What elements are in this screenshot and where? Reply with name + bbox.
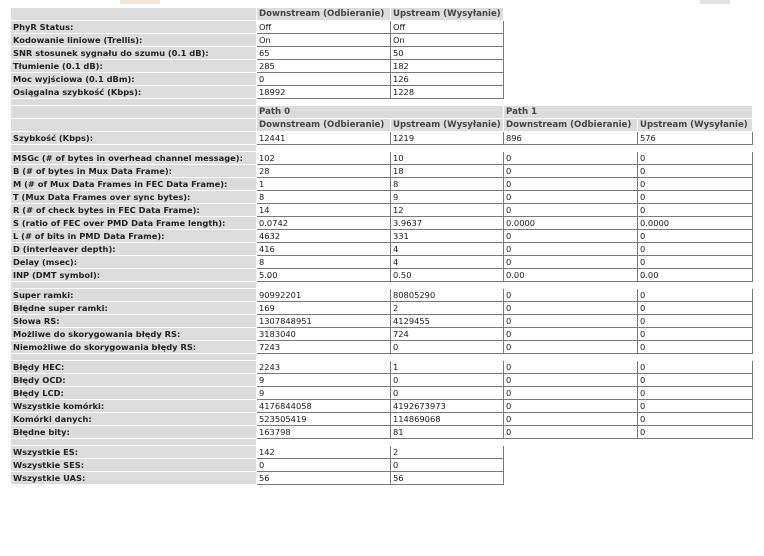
path-header-blank bbox=[11, 106, 257, 119]
summary-header-row bbox=[11, 8, 753, 21]
table-row bbox=[11, 341, 753, 354]
row-label: Super ramki: bbox=[11, 289, 257, 302]
path0-downstream-value: 4632 bbox=[257, 230, 391, 243]
path0-upstream-value: 81 bbox=[391, 426, 504, 439]
adsl-statistics-table bbox=[10, 7, 753, 485]
path0-upstream-value: 4129455 bbox=[391, 315, 504, 328]
path1-downstream-value: 0 bbox=[504, 387, 638, 400]
row-label: R (# of check bytes in FEC Data Frame): bbox=[11, 204, 257, 217]
path1-downstream-value: 0 bbox=[504, 302, 638, 315]
table-row bbox=[11, 472, 753, 485]
speed-row bbox=[11, 132, 753, 145]
row-label: M (# of Mux Data Frames in FEC Data Frame): bbox=[11, 178, 257, 191]
path0-upstream-value: 80805290 bbox=[391, 289, 504, 302]
path1-upstream-value: 0 bbox=[638, 178, 753, 191]
downstream-value: 65 bbox=[257, 47, 391, 60]
path1-upstream-value: 0 bbox=[638, 328, 753, 341]
table-row bbox=[11, 86, 753, 99]
path1-upstream-value: 0 bbox=[638, 230, 753, 243]
table-row bbox=[11, 204, 753, 217]
path0-downstream-value: 163798 bbox=[257, 426, 391, 439]
table-row bbox=[11, 400, 753, 413]
section-divider bbox=[11, 145, 753, 152]
path0-downstream-value: 7243 bbox=[257, 341, 391, 354]
path0-upstream-value: 331 bbox=[391, 230, 504, 243]
path1-upstream-value: 0.00 bbox=[638, 269, 753, 282]
path0-upstream-value: 2 bbox=[391, 446, 504, 459]
row-label: L (# of bits in PMD Data Frame): bbox=[11, 230, 257, 243]
path1-downstream-header: Downstream (Odbieranie) bbox=[504, 119, 638, 132]
upstream-value: 182 bbox=[391, 60, 504, 73]
row-label: Wszystkie ES: bbox=[11, 446, 257, 459]
path0-downstream-value: 9 bbox=[257, 374, 391, 387]
path0-upstream-value: 1 bbox=[391, 361, 504, 374]
top-decoration-right bbox=[700, 0, 730, 4]
downstream-value: 18992 bbox=[257, 86, 391, 99]
path1-downstream-value: 0 bbox=[504, 426, 638, 439]
table-row bbox=[11, 60, 753, 73]
upstream-value: 50 bbox=[391, 47, 504, 60]
path0-upstream-header: Upstream (Wysyłanie) bbox=[391, 119, 504, 132]
path1-downstream-value: 0.0000 bbox=[504, 217, 638, 230]
path0-downstream-value: 9 bbox=[257, 387, 391, 400]
downstream-value: Off bbox=[257, 21, 391, 34]
table-row bbox=[11, 289, 753, 302]
path1-upstream-value: 576 bbox=[638, 132, 753, 145]
path0-upstream-value: 8 bbox=[391, 178, 504, 191]
section-divider bbox=[11, 439, 753, 446]
path1-downstream-value: 0 bbox=[504, 243, 638, 256]
path0-downstream-value: 2243 bbox=[257, 361, 391, 374]
row-label: S (ratio of FEC over PMD Data Frame length): bbox=[11, 217, 257, 230]
path1-downstream-value: 0 bbox=[504, 374, 638, 387]
path0-downstream-value: 4176844058 bbox=[257, 400, 391, 413]
direction-header-blank bbox=[11, 119, 257, 132]
table-row bbox=[11, 47, 753, 60]
stats-body bbox=[11, 8, 753, 485]
path0-downstream-value: 142 bbox=[257, 446, 391, 459]
path0-downstream-value: 56 bbox=[257, 472, 391, 485]
row-label: INP (DMT symbol): bbox=[11, 269, 257, 282]
path1-downstream-value: 0 bbox=[504, 204, 638, 217]
table-row bbox=[11, 413, 753, 426]
path1-downstream-value: 0 bbox=[504, 165, 638, 178]
row-label: Wszystkie UAS: bbox=[11, 472, 257, 485]
path0-downstream-value: 416 bbox=[257, 243, 391, 256]
path1-downstream-value: 0 bbox=[504, 256, 638, 269]
table-row bbox=[11, 256, 753, 269]
path1-upstream-value: 0 bbox=[638, 256, 753, 269]
row-label: Szybkość (Kbps): bbox=[11, 132, 257, 145]
table-row bbox=[11, 152, 753, 165]
path1-upstream-value: 0 bbox=[638, 361, 753, 374]
table-row bbox=[11, 387, 753, 400]
path0-upstream-value: 4 bbox=[391, 256, 504, 269]
row-label: Tłumienie (0.1 dB): bbox=[11, 60, 257, 73]
section-divider bbox=[11, 99, 753, 106]
path0-downstream-value: 28 bbox=[257, 165, 391, 178]
path0-upstream-value: 18 bbox=[391, 165, 504, 178]
path1-downstream-value: 0 bbox=[504, 191, 638, 204]
path1-downstream-value: 0 bbox=[504, 152, 638, 165]
path0-downstream-value: 1307848951 bbox=[257, 315, 391, 328]
path1-upstream-value: 0 bbox=[638, 302, 753, 315]
path0-upstream-value: 56 bbox=[391, 472, 504, 485]
upstream-value: 126 bbox=[391, 73, 504, 86]
path1-upstream-value: 0 bbox=[638, 152, 753, 165]
path1-upstream-value: 0 bbox=[638, 204, 753, 217]
row-label: Niemożliwe do skorygowania błędy RS: bbox=[11, 341, 257, 354]
path0-upstream-value: 0.50 bbox=[391, 269, 504, 282]
path1-downstream-value: 0 bbox=[504, 315, 638, 328]
path0-downstream-value: 8 bbox=[257, 191, 391, 204]
path1-upstream-value: 0 bbox=[638, 387, 753, 400]
table-row bbox=[11, 302, 753, 315]
row-label: T (Mux Data Frames over sync bytes): bbox=[11, 191, 257, 204]
row-label: Wszystkie komórki: bbox=[11, 400, 257, 413]
path1-downstream-value: 0 bbox=[504, 328, 638, 341]
row-label: D (interleaver depth): bbox=[11, 243, 257, 256]
table-row bbox=[11, 328, 753, 341]
row-label: Wszystkie SES: bbox=[11, 459, 257, 472]
path1-upstream-value: 0 bbox=[638, 341, 753, 354]
path1-upstream-value: 0 bbox=[638, 165, 753, 178]
path0-upstream-value: 10 bbox=[391, 152, 504, 165]
path1-upstream-value: 0.0000 bbox=[638, 217, 753, 230]
path0-upstream-value: 2 bbox=[391, 302, 504, 315]
table-row bbox=[11, 361, 753, 374]
path1-downstream-value: 0 bbox=[504, 230, 638, 243]
path0-downstream-value: 14 bbox=[257, 204, 391, 217]
downstream-value: On bbox=[257, 34, 391, 47]
table-row bbox=[11, 426, 753, 439]
row-label: Osiągalna szybkość (Kbps): bbox=[11, 86, 257, 99]
path1-upstream-value: 0 bbox=[638, 374, 753, 387]
direction-header-row bbox=[11, 119, 753, 132]
downstream-value: 0 bbox=[257, 73, 391, 86]
upstream-value: 1228 bbox=[391, 86, 504, 99]
row-label: Możliwe do skorygowania błędy RS: bbox=[11, 328, 257, 341]
table-row bbox=[11, 230, 753, 243]
summary-header-downstream: Downstream (Odbieranie) bbox=[257, 8, 391, 21]
path1-downstream-value: 0 bbox=[504, 361, 638, 374]
table-row bbox=[11, 459, 753, 472]
path0-upstream-value: 12 bbox=[391, 204, 504, 217]
path0-upstream-value: 724 bbox=[391, 328, 504, 341]
row-label: PhyR Status: bbox=[11, 21, 257, 34]
path0-downstream-header: Downstream (Odbieranie) bbox=[257, 119, 391, 132]
upstream-value: On bbox=[391, 34, 504, 47]
path0-upstream-value: 0 bbox=[391, 459, 504, 472]
path1-upstream-value: 0 bbox=[638, 191, 753, 204]
path1-upstream-value: 0 bbox=[638, 426, 753, 439]
summary-header-upstream: Upstream (Wysyłanie) bbox=[391, 8, 504, 21]
row-label: Błędy OCD: bbox=[11, 374, 257, 387]
row-label: MSGc (# of bytes in overhead channel message): bbox=[11, 152, 257, 165]
path0-downstream-value: 5.00 bbox=[257, 269, 391, 282]
path0-downstream-value: 1 bbox=[257, 178, 391, 191]
path1-upstream-value: 0 bbox=[638, 289, 753, 302]
path0-upstream-value: 114869068 bbox=[391, 413, 504, 426]
row-label: B (# of bytes in Mux Data Frame): bbox=[11, 165, 257, 178]
path0-downstream-value: 90992201 bbox=[257, 289, 391, 302]
path0-upstream-value: 3.9637 bbox=[391, 217, 504, 230]
path1-downstream-value: 0.00 bbox=[504, 269, 638, 282]
path1-downstream-value: 896 bbox=[504, 132, 638, 145]
row-label: Moc wyjściowa (0.1 dBm): bbox=[11, 73, 257, 86]
table-row bbox=[11, 374, 753, 387]
top-decoration bbox=[0, 0, 764, 6]
row-label: SNR stosunek sygnału do szumu (0.1 dB): bbox=[11, 47, 257, 60]
table-row bbox=[11, 191, 753, 204]
upstream-value: Off bbox=[391, 21, 504, 34]
path0-downstream-value: 523505419 bbox=[257, 413, 391, 426]
path1-upstream-value: 0 bbox=[638, 315, 753, 328]
table-row bbox=[11, 34, 753, 47]
row-label: Komórki danych: bbox=[11, 413, 257, 426]
table-row bbox=[11, 315, 753, 328]
section-divider bbox=[11, 282, 753, 289]
path0-upstream-value: 0 bbox=[391, 387, 504, 400]
section-divider bbox=[11, 354, 753, 361]
path1-upstream-value: 0 bbox=[638, 400, 753, 413]
row-label: Błędy LCD: bbox=[11, 387, 257, 400]
row-label: Kodowanie liniowe (Trellis): bbox=[11, 34, 257, 47]
path1-downstream-value: 0 bbox=[504, 413, 638, 426]
downstream-value: 285 bbox=[257, 60, 391, 73]
path1-title: Path 1 bbox=[504, 106, 753, 119]
table-row bbox=[11, 165, 753, 178]
row-label: Słowa RS: bbox=[11, 315, 257, 328]
table-row bbox=[11, 217, 753, 230]
path0-downstream-value: 12441 bbox=[257, 132, 391, 145]
path0-upstream-value: 4192673973 bbox=[391, 400, 504, 413]
path0-downstream-value: 102 bbox=[257, 152, 391, 165]
table-row bbox=[11, 73, 753, 86]
path0-title: Path 0 bbox=[257, 106, 504, 119]
path1-upstream-value: 0 bbox=[638, 413, 753, 426]
path0-upstream-value: 9 bbox=[391, 191, 504, 204]
row-label: Błędne bity: bbox=[11, 426, 257, 439]
table-row bbox=[11, 243, 753, 256]
path1-downstream-value: 0 bbox=[504, 289, 638, 302]
path1-upstream-header: Upstream (Wysyłanie) bbox=[638, 119, 753, 132]
row-label: Błędne super ramki: bbox=[11, 302, 257, 315]
path0-downstream-value: 169 bbox=[257, 302, 391, 315]
top-decoration-left bbox=[120, 0, 160, 4]
path0-upstream-value: 1219 bbox=[391, 132, 504, 145]
table-row bbox=[11, 446, 753, 459]
table-row bbox=[11, 21, 753, 34]
table-row bbox=[11, 178, 753, 191]
path1-downstream-value: 0 bbox=[504, 400, 638, 413]
path1-downstream-value: 0 bbox=[504, 341, 638, 354]
path0-upstream-value: 0 bbox=[391, 374, 504, 387]
path0-upstream-value: 4 bbox=[391, 243, 504, 256]
path0-downstream-value: 0.0742 bbox=[257, 217, 391, 230]
path0-downstream-value: 8 bbox=[257, 256, 391, 269]
path1-downstream-value: 0 bbox=[504, 178, 638, 191]
path0-downstream-value: 0 bbox=[257, 459, 391, 472]
path0-downstream-value: 3183040 bbox=[257, 328, 391, 341]
summary-header-blank bbox=[11, 8, 257, 21]
row-label: Delay (msec): bbox=[11, 256, 257, 269]
row-label: Błędy HEC: bbox=[11, 361, 257, 374]
path0-upstream-value: 0 bbox=[391, 341, 504, 354]
table-row bbox=[11, 269, 753, 282]
path-header-row bbox=[11, 106, 753, 119]
path1-upstream-value: 0 bbox=[638, 243, 753, 256]
